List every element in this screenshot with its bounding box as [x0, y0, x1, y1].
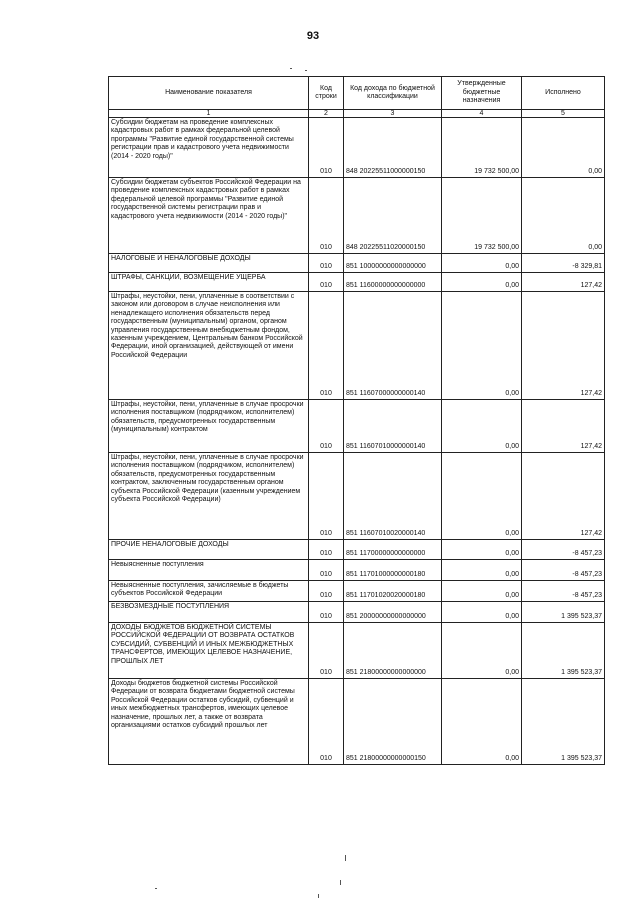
row-income-code: 851 11701000000000180 — [344, 560, 442, 581]
row-approved: 0,00 — [442, 400, 522, 453]
row-approved: 0,00 — [442, 453, 522, 540]
row-income-code: 851 21800000000000150 — [344, 679, 442, 765]
table-row — [109, 623, 605, 679]
row-executed: 1 395 523,37 — [522, 623, 605, 679]
header-income-code: Код дохода по бюджетной классификации — [344, 77, 442, 110]
row-executed: -8 329,81 — [522, 254, 605, 273]
row-name: Штрафы, неустойки, пени, уплаченные в случае просрочки исполнения поставщиком (подрядчиком, исполнителем) обязательств, предусмотренных государственным контрактом, заключенным государственным органом субъекта Российской Федерации (казенным учреждением субъекта Российской Федерации) — [109, 453, 309, 540]
header-name: Наименование показателя — [109, 77, 309, 110]
table-row — [109, 118, 605, 178]
header-code: Код строки — [309, 77, 344, 110]
scan-artifact — [340, 880, 341, 885]
row-executed: 1 395 523,37 — [522, 602, 605, 623]
row-approved: 0,00 — [442, 273, 522, 292]
header-approved: Утвержденные бюджетные назначения — [442, 77, 522, 110]
row-code: 010 — [309, 292, 344, 400]
row-name: Субсидии бюджетам на проведение комплексных кадастровых работ в рамках федеральной целевой программы "Развитие единой государственной системы регистрации прав и кадастрового учета недвижимости (2014 - 2020 годы)" — [109, 118, 309, 178]
row-code: 010 — [309, 581, 344, 602]
row-approved: 0,00 — [442, 602, 522, 623]
table-row — [109, 400, 605, 453]
row-name: НАЛОГОВЫЕ И НЕНАЛОГОВЫЕ ДОХОДЫ — [109, 254, 309, 273]
row-name: ШТРАФЫ, САНКЦИИ, ВОЗМЕЩЕНИЕ УЩЕРБА — [109, 273, 309, 292]
row-name: БЕЗВОЗМЕЗДНЫЕ ПОСТУПЛЕНИЯ — [109, 602, 309, 623]
column-number: 5 — [522, 110, 605, 118]
row-executed: -8 457,23 — [522, 581, 605, 602]
row-name: Субсидии бюджетам субъектов Российской Федерации на проведение комплексных кадастровых работ в рамках федеральной целевой программы "Развитие единой государственной системы регистрации прав и кадастрового учета недвижимости (2014 - 2020 годы)" — [109, 178, 309, 254]
row-income-code: 851 11607010000000140 — [344, 400, 442, 453]
row-approved: 0,00 — [442, 254, 522, 273]
row-name: ДОХОДЫ БЮДЖЕТОВ БЮДЖЕТНОЙ СИСТЕМЫ РОССИЙСКОЙ ФЕДЕРАЦИИ ОТ ВОЗВРАТА ОСТАТКОВ СУБСИДИЙ, СУБВЕНЦИЙ И ИНЫХ МЕЖБЮДЖЕТНЫХ ТРАНСФЕРТОВ, ИМЕЮЩИХ ЦЕЛЕВОЕ НАЗНАЧЕНИЕ, ПРОШЛЫХ ЛЕТ — [109, 623, 309, 679]
scan-artifact — [345, 855, 346, 861]
column-number-row — [109, 110, 605, 118]
row-code: 010 — [309, 623, 344, 679]
row-approved: 0,00 — [442, 679, 522, 765]
row-code: 010 — [309, 400, 344, 453]
table-row — [109, 602, 605, 623]
row-executed: 127,42 — [522, 292, 605, 400]
header-executed: Исполнено — [522, 77, 605, 110]
row-approved: 19 732 500,00 — [442, 178, 522, 254]
row-income-code: 851 20000000000000000 — [344, 602, 442, 623]
table-row — [109, 273, 605, 292]
row-executed: 127,42 — [522, 453, 605, 540]
row-code: 010 — [309, 178, 344, 254]
row-name: Невыясненные поступления — [109, 560, 309, 581]
row-income-code: 851 11600000000000000 — [344, 273, 442, 292]
table-row — [109, 560, 605, 581]
row-name: Доходы бюджетов бюджетной системы Российской Федерации от возврата бюджетами бюджетной системы Российской Федерации остатков субсидий, субвенций и иных межбюджетных трансфертов, имеющих целевое назначение, прошлых лет, а также от возврата организациями остатков субсидий прошлых лет — [109, 679, 309, 765]
row-approved: 0,00 — [442, 560, 522, 581]
row-executed: 0,00 — [522, 118, 605, 178]
scan-artifact — [155, 888, 157, 889]
row-income-code: 851 10000000000000000 — [344, 254, 442, 273]
scan-artifact — [318, 894, 319, 898]
row-income-code: 848 20225511020000150 — [344, 178, 442, 254]
row-code: 010 — [309, 118, 344, 178]
row-income-code: 848 20225511000000150 — [344, 118, 442, 178]
row-executed: 127,42 — [522, 400, 605, 453]
row-executed: 1 395 523,37 — [522, 679, 605, 765]
row-executed: -8 457,23 — [522, 540, 605, 560]
row-name: ПРОЧИЕ НЕНАЛОГОВЫЕ ДОХОДЫ — [109, 540, 309, 560]
row-income-code: 851 11607000000000140 — [344, 292, 442, 400]
row-code: 010 — [309, 453, 344, 540]
row-code: 010 — [309, 560, 344, 581]
table-header-row — [109, 77, 605, 110]
row-income-code: 851 11700000000000000 — [344, 540, 442, 560]
column-number: 3 — [344, 110, 442, 118]
row-approved: 0,00 — [442, 540, 522, 560]
column-number: 4 — [442, 110, 522, 118]
row-code: 010 — [309, 273, 344, 292]
row-approved: 0,00 — [442, 623, 522, 679]
table-row — [109, 453, 605, 540]
table-row — [109, 178, 605, 254]
row-name: Штрафы, неустойки, пени, уплаченные в соответствии с законом или договором в случае неисполнения или ненадлежащего исполнения обязательств перед государственным (муниципальным) органом, органом управления государственным внебюджетным фондом, казенным учреждением, Центральным банком Российской Федерации, иной организацией, действующей от имени Российской Федерации — [109, 292, 309, 400]
table-row — [109, 540, 605, 560]
table-row — [109, 679, 605, 765]
row-code: 010 — [309, 540, 344, 560]
row-code: 010 — [309, 254, 344, 273]
row-approved: 0,00 — [442, 292, 522, 400]
column-number: 2 — [309, 110, 344, 118]
scan-artifact — [290, 68, 292, 69]
row-code: 010 — [309, 679, 344, 765]
row-name: Штрафы, неустойки, пени, уплаченные в случае просрочки исполнения поставщиком (подрядчиком, исполнителем) обязательств, предусмотренных государственным (муниципальным) контрактом — [109, 400, 309, 453]
page-number: 93 — [306, 30, 320, 42]
income-report-table — [108, 76, 605, 765]
row-income-code: 851 11701020020000180 — [344, 581, 442, 602]
table-row — [109, 581, 605, 602]
row-approved: 19 732 500,00 — [442, 118, 522, 178]
row-approved: 0,00 — [442, 581, 522, 602]
table-row — [109, 254, 605, 273]
row-name: Невыясненные поступления, зачисляемые в бюджеты субъектов Российской Федерации — [109, 581, 309, 602]
row-income-code: 851 21800000000000000 — [344, 623, 442, 679]
row-executed: 0,00 — [522, 178, 605, 254]
row-income-code: 851 11607010020000140 — [344, 453, 442, 540]
row-executed: 127,42 — [522, 273, 605, 292]
row-code: 010 — [309, 602, 344, 623]
row-executed: -8 457,23 — [522, 560, 605, 581]
table-row — [109, 292, 605, 400]
scan-artifact — [305, 70, 307, 71]
column-number: 1 — [109, 110, 309, 118]
